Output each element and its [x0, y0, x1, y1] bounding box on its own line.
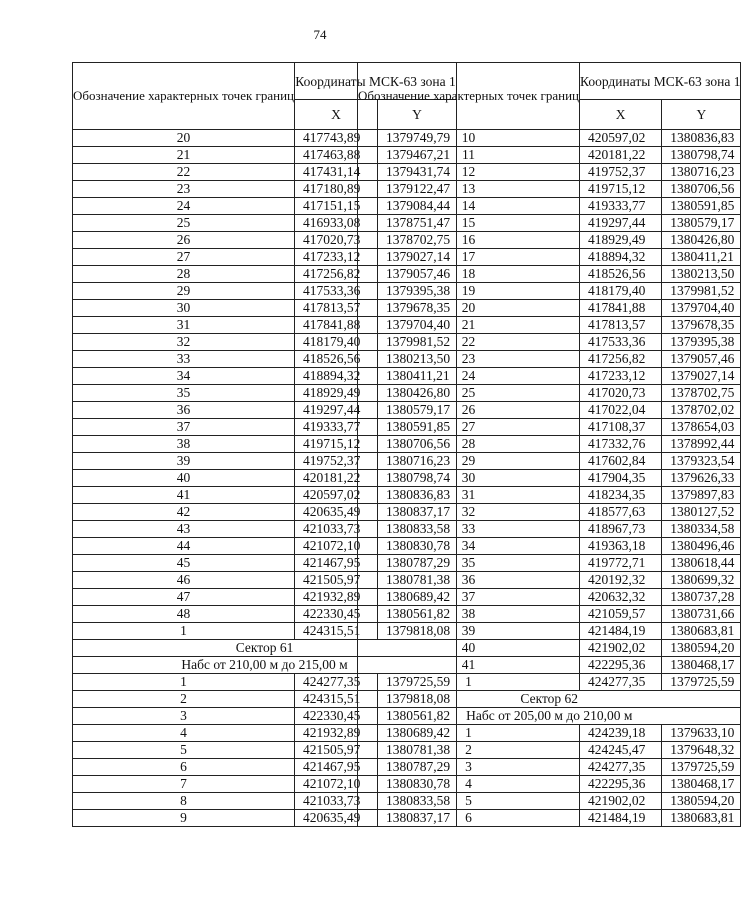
header-points-label: Обозначение характерных точек границ: [73, 63, 295, 130]
table-row: [358, 334, 741, 351]
coord-y: 1380830,78: [378, 538, 457, 555]
point-number: 27: [358, 419, 580, 436]
coord-x: 420192,32: [580, 572, 662, 589]
coord-x: 424315,51: [295, 623, 378, 640]
point-number: 26: [358, 402, 580, 419]
table-row: [358, 147, 741, 164]
coord-y: 1380426,80: [378, 385, 457, 402]
point-number: 39: [358, 623, 580, 640]
coord-x: 418929,49: [295, 385, 378, 402]
coord-y: 1379704,40: [378, 317, 457, 334]
coord-x: 419333,77: [580, 198, 662, 215]
coord-y: 1379027,14: [378, 249, 457, 266]
coord-y: 1380426,80: [662, 232, 741, 249]
coord-y: 1379057,46: [378, 266, 457, 283]
table-row: [358, 555, 741, 572]
coord-x: 418894,32: [580, 249, 662, 266]
table-row: [358, 215, 741, 232]
coord-x: 417841,88: [580, 300, 662, 317]
coord-x: 417256,82: [295, 266, 378, 283]
coord-y: 1380591,85: [378, 419, 457, 436]
coord-x: 418179,40: [295, 334, 378, 351]
coord-y: 1380561,82: [378, 606, 457, 623]
coord-x: 424277,35: [580, 674, 662, 691]
coord-x: 417533,36: [580, 334, 662, 351]
coord-y: 1380411,21: [378, 368, 457, 385]
table-row: [358, 504, 741, 521]
coord-y: 1380737,28: [662, 589, 741, 606]
point-number: 23: [73, 181, 295, 198]
coord-y: 1380830,78: [378, 776, 457, 793]
point-number: 16: [358, 232, 580, 249]
coordinates-table-right: [357, 62, 741, 827]
coord-x: 420635,49: [295, 810, 378, 827]
table-row: [358, 232, 741, 249]
coord-x: 419333,77: [295, 419, 378, 436]
coord-y: 1379725,59: [662, 674, 741, 691]
table-row: [358, 793, 741, 810]
table-row: [358, 351, 741, 368]
coord-y: 1379981,52: [378, 334, 457, 351]
coord-y: 1379323,54: [662, 453, 741, 470]
point-number: 3: [358, 759, 580, 776]
coord-x: 419363,18: [580, 538, 662, 555]
coord-x: 419715,12: [580, 181, 662, 198]
coord-x: 418967,73: [580, 521, 662, 538]
coord-x: 421467,95: [295, 759, 378, 776]
point-number: 37: [73, 419, 295, 436]
table-row: [358, 317, 741, 334]
coord-y: 1379818,08: [378, 691, 457, 708]
coord-x: 417233,12: [295, 249, 378, 266]
coord-y: 1380689,42: [378, 725, 457, 742]
point-number: 4: [358, 776, 580, 793]
coord-y: 1379897,83: [662, 487, 741, 504]
point-number: 22: [73, 164, 295, 181]
coord-y: 1380594,20: [662, 640, 741, 657]
coord-y: 1379122,47: [378, 181, 457, 198]
coord-x: 417022,04: [580, 402, 662, 419]
header-x: X: [580, 100, 662, 130]
coord-y: 1380798,74: [378, 470, 457, 487]
coord-y: 1379633,10: [662, 725, 741, 742]
coord-y: 1380213,50: [662, 266, 741, 283]
table-body-right: [358, 130, 741, 827]
coord-x: 417332,76: [580, 436, 662, 453]
point-number: 10: [358, 130, 580, 147]
table-row: [358, 402, 741, 419]
coord-y: 1380836,83: [378, 487, 457, 504]
coord-y: 1380716,23: [378, 453, 457, 470]
table-row: [358, 521, 741, 538]
header-y: Y: [378, 100, 457, 130]
coord-y: 1379395,38: [378, 283, 457, 300]
point-number: 45: [73, 555, 295, 572]
point-number: 41: [73, 487, 295, 504]
coord-y: 1380731,66: [662, 606, 741, 623]
point-number: 18: [358, 266, 580, 283]
point-number: 25: [358, 385, 580, 402]
coord-y: 1380411,21: [662, 249, 741, 266]
point-number: 1: [358, 674, 580, 691]
point-number: 29: [73, 283, 295, 300]
coord-x: 418179,40: [580, 283, 662, 300]
point-number: 23: [358, 351, 580, 368]
coord-y: 1380787,29: [378, 759, 457, 776]
point-number: 30: [73, 300, 295, 317]
point-number: 21: [358, 317, 580, 334]
table-row: [358, 538, 741, 555]
coord-x: 420181,22: [580, 147, 662, 164]
coord-y: 1379725,59: [662, 759, 741, 776]
coord-y: 1379395,38: [662, 334, 741, 351]
point-number: 21: [73, 147, 295, 164]
coord-x: 417602,84: [580, 453, 662, 470]
coord-x: 417813,57: [295, 300, 378, 317]
coord-x: 420635,49: [295, 504, 378, 521]
coord-y: 1380706,56: [662, 181, 741, 198]
coord-y: 1380468,17: [662, 657, 741, 674]
coord-x: 424245,47: [580, 742, 662, 759]
point-number: 31: [73, 317, 295, 334]
point-number: 30: [358, 470, 580, 487]
coord-y: 1380579,17: [662, 215, 741, 232]
coord-y: 1379981,52: [662, 283, 741, 300]
coord-x: 421484,19: [580, 810, 662, 827]
coord-x: 421033,73: [295, 793, 378, 810]
coord-y: 1379431,74: [378, 164, 457, 181]
point-number: 6: [73, 759, 295, 776]
coord-x: 417108,37: [580, 419, 662, 436]
coord-x: 418234,35: [580, 487, 662, 504]
point-number: 47: [73, 589, 295, 606]
coord-x: 417813,57: [580, 317, 662, 334]
coord-x: 418894,32: [295, 368, 378, 385]
coord-y: 1380213,50: [378, 351, 457, 368]
point-number: 14: [358, 198, 580, 215]
coord-y: 1380689,42: [378, 589, 457, 606]
section-label: Набс от 210,00 м до 215,00 м: [73, 657, 457, 674]
table-row: [358, 572, 741, 589]
point-number: 1: [358, 725, 580, 742]
coord-y: 1379818,08: [378, 623, 457, 640]
coord-y: 1379626,33: [662, 470, 741, 487]
table-row: [358, 674, 741, 691]
section-label: Сектор 61: [73, 640, 457, 657]
coord-y: 1378654,03: [662, 419, 741, 436]
table-row: [358, 742, 741, 759]
point-number: 28: [358, 436, 580, 453]
table-row: [358, 640, 741, 657]
coord-x: 418526,56: [295, 351, 378, 368]
coord-x: 421072,10: [295, 538, 378, 555]
point-number: 29: [358, 453, 580, 470]
point-number: 7: [73, 776, 295, 793]
section-label: Сектор 62: [358, 691, 741, 708]
header-y: Y: [662, 100, 741, 130]
coord-y: 1380334,58: [662, 521, 741, 538]
point-number: 36: [73, 402, 295, 419]
coord-x: 421059,57: [580, 606, 662, 623]
coord-x: 417841,88: [295, 317, 378, 334]
coord-x: 422295,36: [580, 776, 662, 793]
header-coordinates: Координаты МСК-63 зона 1: [580, 63, 741, 100]
coord-y: 1380618,44: [662, 555, 741, 572]
table-row: [358, 436, 741, 453]
coord-y: 1379467,21: [378, 147, 457, 164]
point-number: 35: [73, 385, 295, 402]
table-row: [358, 249, 741, 266]
point-number: 39: [73, 453, 295, 470]
table-row: [358, 470, 741, 487]
coord-x: 422295,36: [580, 657, 662, 674]
coord-y: 1379027,14: [662, 368, 741, 385]
point-number: 19: [358, 283, 580, 300]
point-number: 33: [358, 521, 580, 538]
header-points-label: Обозначение характерных точек границ: [358, 63, 580, 130]
table-row: [358, 300, 741, 317]
point-number: 41: [358, 657, 580, 674]
table-row: [358, 810, 741, 827]
coord-x: 424315,51: [295, 691, 378, 708]
coord-y: 1380706,56: [378, 436, 457, 453]
table-row: [358, 606, 741, 623]
coord-x: 417233,12: [580, 368, 662, 385]
coord-y: 1378751,47: [378, 215, 457, 232]
point-number: 11: [358, 147, 580, 164]
coord-x: 421072,10: [295, 776, 378, 793]
coord-x: 424239,18: [580, 725, 662, 742]
coord-x: 421932,89: [295, 725, 378, 742]
point-number: 26: [73, 232, 295, 249]
point-number: 12: [358, 164, 580, 181]
coord-y: 1380837,17: [378, 810, 457, 827]
table-row: [358, 453, 741, 470]
table-row: [358, 283, 741, 300]
point-number: 44: [73, 538, 295, 555]
coord-y: 1379678,35: [662, 317, 741, 334]
coord-x: 419297,44: [295, 402, 378, 419]
section-row: [358, 708, 741, 725]
coord-y: 1380699,32: [662, 572, 741, 589]
point-number: 31: [358, 487, 580, 504]
coord-y: 1380594,20: [662, 793, 741, 810]
coord-y: 1378702,02: [662, 402, 741, 419]
coord-y: 1380787,29: [378, 555, 457, 572]
point-number: 46: [73, 572, 295, 589]
page-number: 74: [313, 27, 327, 42]
point-number: 2: [73, 691, 295, 708]
point-number: 38: [73, 436, 295, 453]
point-number: 32: [73, 334, 295, 351]
coord-x: 421484,19: [580, 623, 662, 640]
table-row: [358, 759, 741, 776]
table-row: [358, 266, 741, 283]
coord-x: 421033,73: [295, 521, 378, 538]
coord-x: 424277,35: [580, 759, 662, 776]
coord-x: 422330,45: [295, 708, 378, 725]
coord-y: 1380833,58: [378, 521, 457, 538]
coord-x: 420181,22: [295, 470, 378, 487]
coord-y: 1378702,75: [662, 385, 741, 402]
coord-x: 422330,45: [295, 606, 378, 623]
coord-x: 419715,12: [295, 436, 378, 453]
coord-x: 417533,36: [295, 283, 378, 300]
point-number: 40: [358, 640, 580, 657]
point-number: 5: [358, 793, 580, 810]
coord-y: 1380468,17: [662, 776, 741, 793]
coord-x: 419752,37: [295, 453, 378, 470]
table-row: [358, 487, 741, 504]
coord-y: 1380716,23: [662, 164, 741, 181]
table-row: [358, 419, 741, 436]
coord-y: 1378992,44: [662, 436, 741, 453]
coord-x: 421932,89: [295, 589, 378, 606]
coord-x: 421505,97: [295, 572, 378, 589]
coord-x: 424277,35: [295, 674, 378, 691]
point-number: 5: [73, 742, 295, 759]
point-number: 37: [358, 589, 580, 606]
coord-x: 417431,14: [295, 164, 378, 181]
coord-x: 417256,82: [580, 351, 662, 368]
point-number: 22: [358, 334, 580, 351]
coord-y: 1380781,38: [378, 742, 457, 759]
coord-y: 1380579,17: [378, 402, 457, 419]
point-number: 24: [358, 368, 580, 385]
coord-y: 1380798,74: [662, 147, 741, 164]
coord-y: 1379084,44: [378, 198, 457, 215]
point-number: 8: [73, 793, 295, 810]
table-row: [358, 368, 741, 385]
coord-x: 419752,37: [580, 164, 662, 181]
point-number: 3: [73, 708, 295, 725]
coord-x: 416933,08: [295, 215, 378, 232]
coord-x: 419772,71: [580, 555, 662, 572]
table-row: [358, 164, 741, 181]
point-number: 17: [358, 249, 580, 266]
coord-y: 1380836,83: [662, 130, 741, 147]
coord-y: 1379725,59: [378, 674, 457, 691]
point-number: 35: [358, 555, 580, 572]
coord-x: 418929,49: [580, 232, 662, 249]
header-coordinates: Координаты МСК-63 зона 1: [295, 63, 457, 100]
table-row: [358, 181, 741, 198]
point-number: 36: [358, 572, 580, 589]
table-row: [358, 130, 741, 147]
coord-y: 1379648,32: [662, 742, 741, 759]
coord-y: 1380837,17: [378, 504, 457, 521]
coord-y: 1380781,38: [378, 572, 457, 589]
table-row: [358, 385, 741, 402]
coord-y: 1380683,81: [662, 623, 741, 640]
point-number: 24: [73, 198, 295, 215]
coord-x: 417463,88: [295, 147, 378, 164]
point-number: 48: [73, 606, 295, 623]
coord-x: 421902,02: [580, 793, 662, 810]
coord-x: 420597,02: [580, 130, 662, 147]
point-number: 1: [73, 674, 295, 691]
coord-x: 421467,95: [295, 555, 378, 572]
point-number: 34: [358, 538, 580, 555]
coord-x: 417180,89: [295, 181, 378, 198]
coord-x: 418526,56: [580, 266, 662, 283]
coord-y: 1379704,40: [662, 300, 741, 317]
table-row: [358, 776, 741, 793]
coord-x: 417020,73: [295, 232, 378, 249]
point-number: 1: [73, 623, 295, 640]
point-number: 34: [73, 368, 295, 385]
coord-y: 1378702,75: [378, 232, 457, 249]
section-row: [358, 691, 741, 708]
header-x: X: [295, 100, 378, 130]
coord-y: 1380591,85: [662, 198, 741, 215]
table-row: [358, 725, 741, 742]
coord-y: 1379678,35: [378, 300, 457, 317]
point-number: 28: [73, 266, 295, 283]
coord-x: 417743,89: [295, 130, 378, 147]
coord-x: 418577,63: [580, 504, 662, 521]
coord-y: 1380496,46: [662, 538, 741, 555]
point-number: 2: [358, 742, 580, 759]
point-number: 43: [73, 521, 295, 538]
coord-y: 1379749,79: [378, 130, 457, 147]
point-number: 33: [73, 351, 295, 368]
table-row: [358, 589, 741, 606]
coord-x: 417020,73: [580, 385, 662, 402]
point-number: 40: [73, 470, 295, 487]
point-number: 4: [73, 725, 295, 742]
coord-y: 1380561,82: [378, 708, 457, 725]
point-number: 25: [73, 215, 295, 232]
table-row: [358, 198, 741, 215]
point-number: 9: [73, 810, 295, 827]
point-number: 20: [358, 300, 580, 317]
coord-x: 420597,02: [295, 487, 378, 504]
coord-y: 1380683,81: [662, 810, 741, 827]
table-row: [358, 657, 741, 674]
coord-x: 421505,97: [295, 742, 378, 759]
coord-x: 417151,15: [295, 198, 378, 215]
coord-x: 420632,32: [580, 589, 662, 606]
table-row: [358, 623, 741, 640]
point-number: 32: [358, 504, 580, 521]
point-number: 42: [73, 504, 295, 521]
point-number: 38: [358, 606, 580, 623]
coord-x: 419297,44: [580, 215, 662, 232]
point-number: 13: [358, 181, 580, 198]
point-number: 15: [358, 215, 580, 232]
point-number: 6: [358, 810, 580, 827]
coord-x: 417904,35: [580, 470, 662, 487]
coord-x: 421902,02: [580, 640, 662, 657]
point-number: 20: [73, 130, 295, 147]
section-label: Набс от 205,00 м до 210,00 м: [358, 708, 741, 725]
point-number: 27: [73, 249, 295, 266]
coord-y: 1380127,52: [662, 504, 741, 521]
coord-y: 1379057,46: [662, 351, 741, 368]
coord-y: 1380833,58: [378, 793, 457, 810]
